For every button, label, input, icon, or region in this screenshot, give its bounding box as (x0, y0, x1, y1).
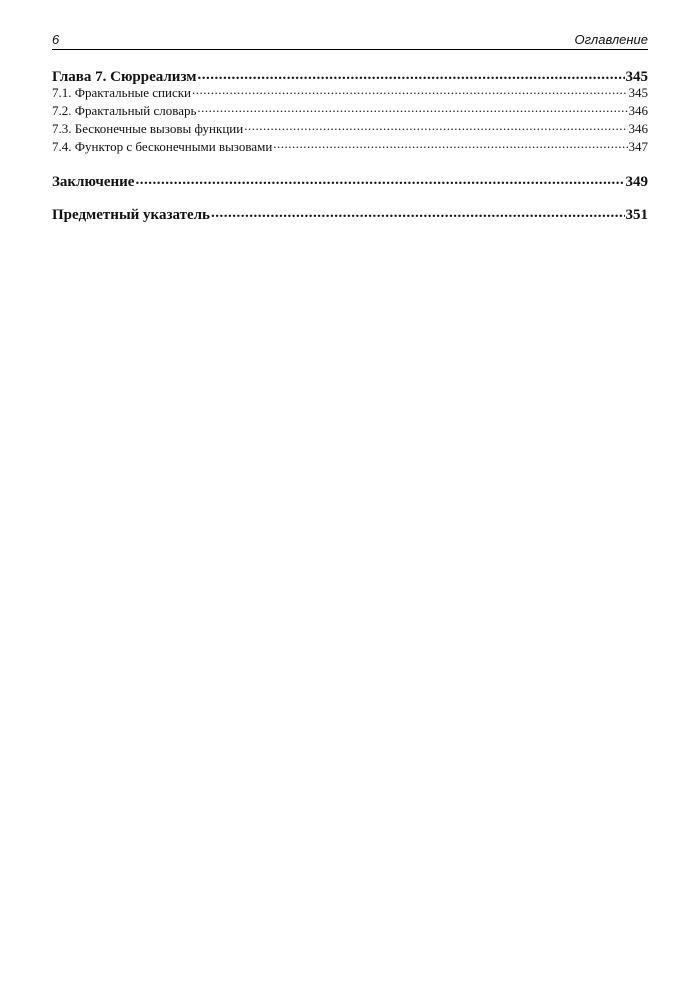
dot-leader (135, 171, 624, 186)
toc-section-7-2[interactable] (52, 102, 648, 120)
dot-leader (211, 204, 625, 219)
toc-entry-page: 346 (628, 103, 648, 118)
toc-entry-title: 7.1. Фрактальные списки (52, 85, 192, 100)
toc-entry-title: Глава 7. Сюрреализм (52, 69, 197, 84)
dot-leader (273, 138, 627, 151)
toc-entry-page: 346 (628, 121, 648, 136)
toc-conclusion[interactable] (52, 171, 648, 189)
toc-section-7-4[interactable] (52, 138, 648, 156)
toc-entry-page: 349 (625, 174, 648, 189)
toc-entry-page: 345 (625, 69, 648, 84)
dot-leader (197, 102, 627, 115)
toc-index[interactable] (52, 204, 648, 222)
dot-leader (197, 66, 624, 81)
toc-entry-title: 7.3. Бесконечные вызовы функции (52, 121, 244, 136)
toc-entry-title: 7.4. Функтор с бесконечными вызовами (52, 139, 273, 154)
toc-entry-page: 347 (628, 139, 648, 154)
table-of-contents (52, 66, 648, 222)
page-number: 6 (52, 32, 60, 47)
toc-entry-title: Предметный указатель (52, 207, 210, 222)
spacer (52, 189, 648, 204)
running-header (52, 30, 648, 50)
toc-entry-page: 351 (625, 207, 648, 222)
running-header-title: Оглавление (574, 32, 648, 47)
toc-entry-title: 7.2. Фрактальный словарь (52, 103, 197, 118)
dot-leader (244, 120, 627, 133)
toc-chapter-7[interactable] (52, 66, 648, 84)
dot-leader (192, 84, 627, 97)
toc-entry-title: Заключение (52, 174, 135, 189)
toc-entry-page: 345 (628, 85, 648, 100)
toc-section-7-3[interactable] (52, 120, 648, 138)
toc-section-7-1[interactable] (52, 84, 648, 102)
spacer (52, 156, 648, 171)
